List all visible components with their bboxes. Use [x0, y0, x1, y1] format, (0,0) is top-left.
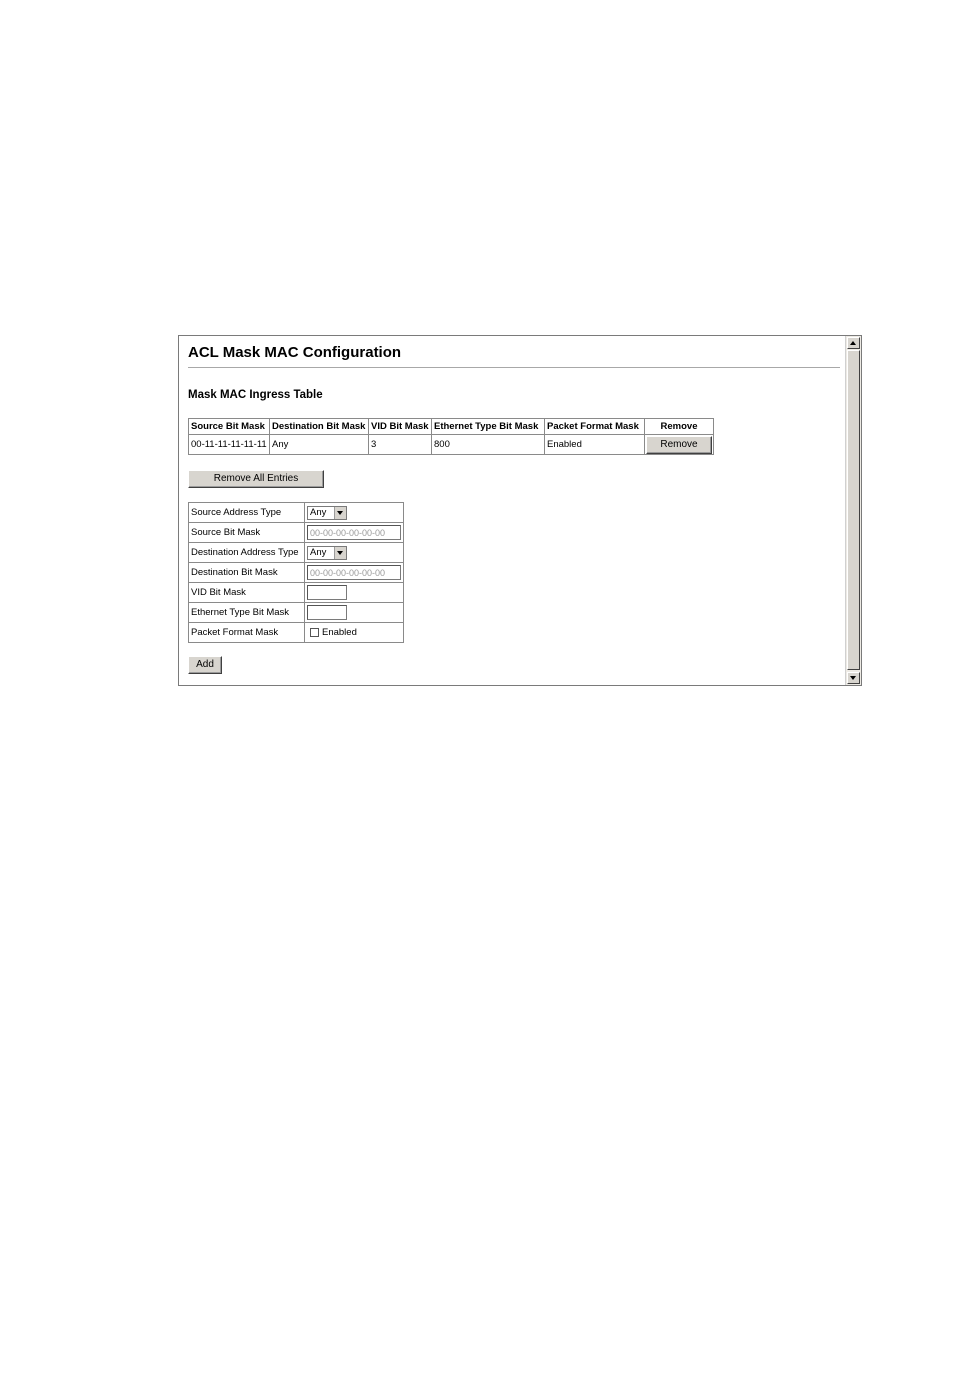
destination-address-type-label: Destination Address Type [189, 543, 305, 563]
form-row-ethernet-type-bit-mask [189, 603, 404, 623]
ethernet-type-bit-mask-input[interactable] [307, 605, 347, 620]
column-header-vid-bit-mask: VID Bit Mask [369, 419, 432, 435]
cell-destination-bit-mask: Any [270, 435, 369, 455]
chevron-down-icon[interactable] [334, 547, 346, 559]
form-row-source-bit-mask [189, 523, 404, 543]
arrow-down-icon[interactable] [847, 672, 860, 684]
form-row-source-address-type [189, 503, 404, 523]
cell-packet-format-mask: Enabled [545, 435, 645, 455]
column-header-ethernet-type-bit-mask: Ethernet Type Bit Mask [432, 419, 545, 435]
title-divider [188, 367, 840, 368]
packet-format-enabled-label[interactable]: Enabled [322, 626, 357, 638]
source-bit-mask-label: Source Bit Mask [189, 523, 305, 543]
table-title: Mask MAC Ingress Table [188, 389, 323, 401]
remove-entry-button[interactable]: Remove [646, 436, 712, 454]
table-header-row [189, 419, 714, 435]
destination-bit-mask-label: Destination Bit Mask [189, 563, 305, 583]
packet-format-mask-label: Packet Format Mask [189, 623, 305, 643]
page-content [179, 336, 845, 685]
mask-mac-ingress-table [188, 418, 714, 455]
source-bit-mask-input[interactable] [307, 525, 401, 540]
ethernet-type-bit-mask-label: Ethernet Type Bit Mask [189, 603, 305, 623]
page-title: ACL Mask MAC Configuration [188, 344, 402, 361]
cell-source-bit-mask: 00-11-11-11-11-11 [189, 435, 270, 455]
scrollbar-thumb[interactable] [847, 350, 860, 670]
destination-address-type-select[interactable] [307, 546, 347, 560]
browser-frame [178, 335, 862, 686]
source-address-type-select[interactable] [307, 506, 347, 520]
form-row-vid-bit-mask [189, 583, 404, 603]
destination-address-type-value: Any [310, 546, 327, 558]
destination-bit-mask-cell [305, 563, 404, 583]
column-header-packet-format-mask: Packet Format Mask [545, 419, 645, 435]
form-row-packet-format-mask [189, 623, 404, 643]
source-address-type-value: Any [310, 506, 327, 518]
remove-all-entries-button[interactable]: Remove All Entries [188, 470, 324, 488]
table-row [189, 435, 714, 455]
packet-format-mask-cell [305, 623, 404, 643]
add-entry-form [188, 502, 404, 643]
arrow-up-icon[interactable] [847, 337, 860, 349]
form-row-destination-bit-mask [189, 563, 404, 583]
cell-ethernet-type-bit-mask: 800 [432, 435, 545, 455]
vid-bit-mask-input[interactable] [307, 585, 347, 600]
column-header-destination-bit-mask: Destination Bit Mask [270, 419, 369, 435]
column-header-source-bit-mask: Source Bit Mask [189, 419, 270, 435]
source-address-type-cell [305, 503, 404, 523]
ethernet-type-bit-mask-cell [305, 603, 404, 623]
cell-vid-bit-mask: 3 [369, 435, 432, 455]
source-address-type-label: Source Address Type [189, 503, 305, 523]
packet-format-enabled-checkbox[interactable] [310, 628, 319, 637]
chevron-down-icon[interactable] [334, 507, 346, 519]
vid-bit-mask-label: VID Bit Mask [189, 583, 305, 603]
destination-address-type-cell [305, 543, 404, 563]
column-header-remove: Remove [645, 419, 714, 435]
source-bit-mask-cell [305, 523, 404, 543]
destination-bit-mask-input[interactable] [307, 565, 401, 580]
vid-bit-mask-cell [305, 583, 404, 603]
vertical-scrollbar[interactable] [845, 336, 861, 685]
cell-remove [645, 435, 714, 455]
form-row-destination-address-type [189, 543, 404, 563]
add-button[interactable]: Add [188, 656, 222, 674]
